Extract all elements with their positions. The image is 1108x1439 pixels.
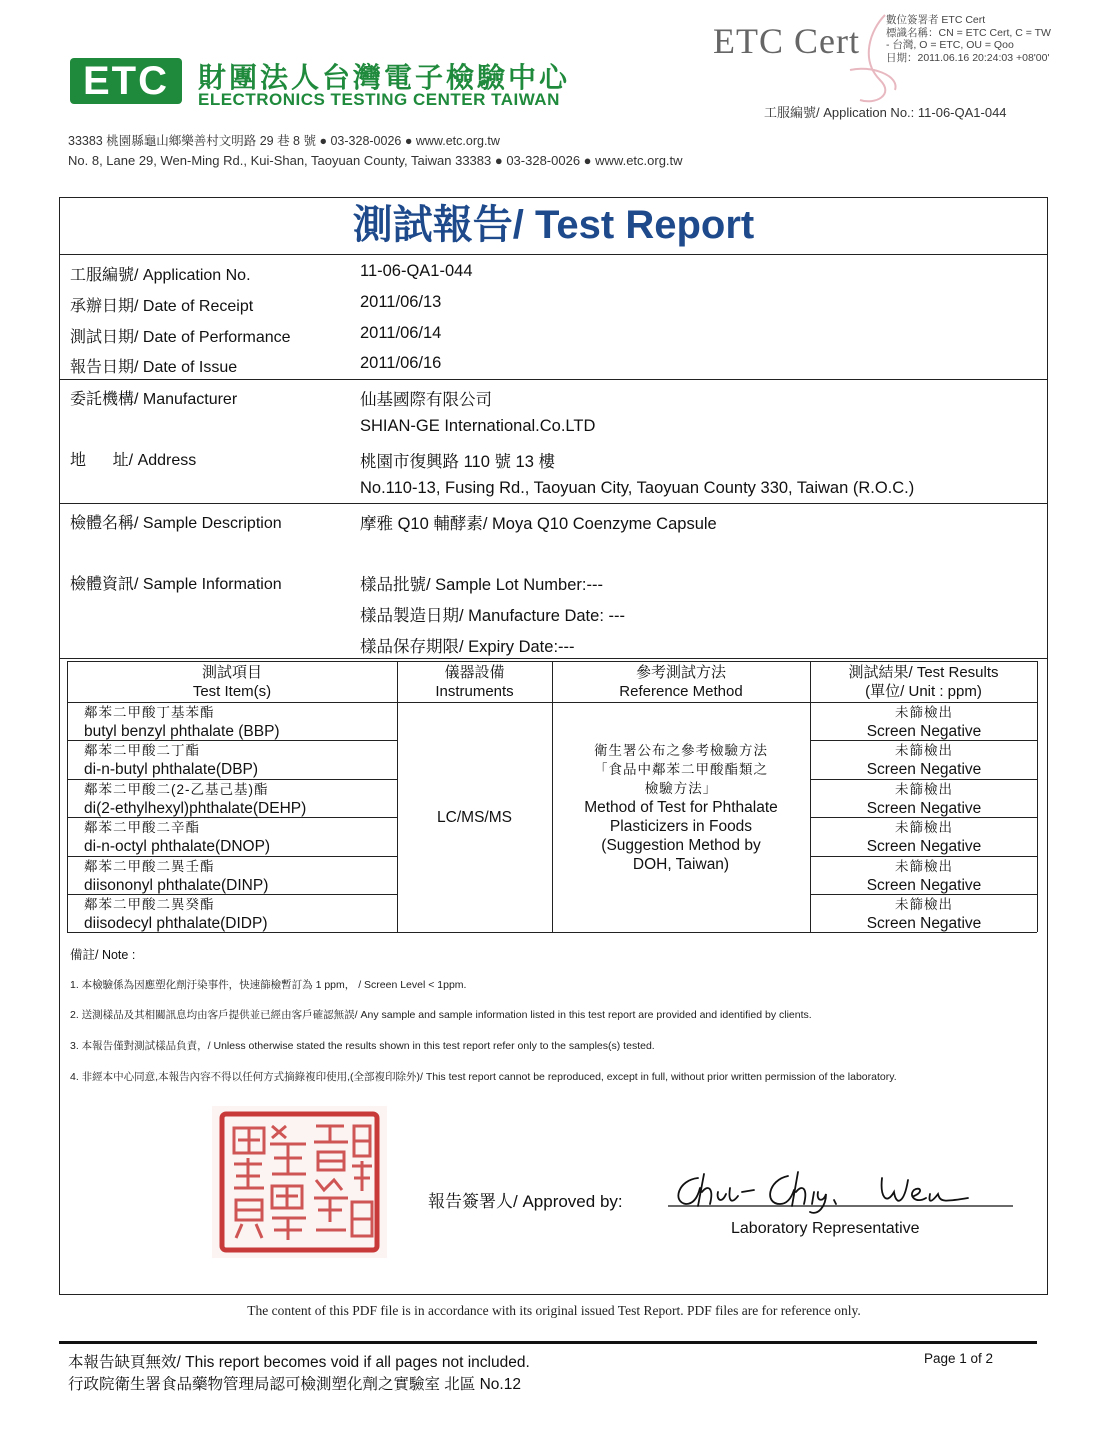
sample-description-label: 檢體名稱/ Sample Description — [70, 515, 282, 532]
pdf-disclaimer: The content of this PDF file is in accordance with its original issued Test Report. PDF files are for reference only. — [247, 1303, 861, 1318]
result-zh: 未篩檢出 — [895, 705, 953, 720]
header-instruments-en: Instruments — [435, 683, 514, 700]
result-zh: 未篩檢出 — [895, 782, 953, 797]
item-name-zh: 鄰苯二甲酸二丁酯 — [84, 743, 200, 758]
table-row — [84, 818, 270, 856]
sample-information-label: 檢體資訊/ Sample Information — [70, 576, 282, 593]
result-zh: 未篩檢出 — [895, 859, 953, 874]
footer-divider — [59, 1341, 1037, 1344]
receipt-date-value: 2011/06/13 — [360, 293, 442, 311]
item-name-zh: 鄰苯二甲酸二異癸酯 — [84, 897, 215, 912]
item-name-en: butyl benzyl phthalate (BBP) — [84, 723, 280, 740]
page-number: Page 1 of 2 — [924, 1351, 994, 1366]
issue-date-value: 2011/06/16 — [360, 354, 442, 372]
address-label: 地 址/ Address — [70, 452, 197, 469]
result-zh: 未篩檢出 — [895, 897, 953, 912]
result-en: Screen Negative — [866, 877, 982, 894]
sample-lot-number: 樣品批號/ Sample Lot Number:--- — [360, 576, 603, 594]
address-en: No. 8, Lane 29, Wen-Ming Rd., Kui-Shan, Taoyuan County, Taiwan 33383 ● 03-328-0026 ● www.etc.org.tw — [68, 153, 683, 168]
table-row — [84, 780, 306, 818]
method-line: Plasticizers in Foods — [609, 818, 753, 835]
laboratory-representative: Laboratory Representative — [731, 1220, 920, 1237]
etc-logo: ETC — [70, 58, 182, 104]
header-test-item — [67, 663, 397, 701]
org-name-zh: 財團法人台灣電子檢驗中心 — [198, 61, 571, 94]
method-line: Method of Test for Phthalate — [584, 799, 778, 816]
note-item: 4. 非經本中心同意,本報告內容不得以任何方式摘錄複印使用,(全部複印除外)/ This test report cannot be reproduced, except in full, without prior written permission of the laboratory. — [70, 1071, 897, 1083]
item-name-en: diisononyl phthalate(DINP) — [84, 877, 269, 894]
result-zh: 未篩檢出 — [895, 820, 953, 835]
header-reference-method — [552, 663, 810, 701]
manufacturer-label: 委託機構/ Manufacturer — [70, 391, 238, 408]
note-item: 3. 本報告僅對測試樣品負責，/ Unless otherwise stated the results shown in this test report refer only to the samples(s) tested. — [70, 1040, 655, 1052]
table-col-line — [397, 661, 398, 932]
method-line: DOH, Taiwan) — [632, 856, 730, 873]
cert-dn: 標識名稱：CN = ETC Cert, C = TW - 台灣, O = ETC, OU = Qoo — [886, 26, 1051, 51]
issue-date-label: 報告日期/ Date of Issue — [70, 359, 238, 376]
manufacture-date: 樣品製造日期/ Manufacture Date: --- — [360, 607, 625, 625]
header-instruments-zh: 儀器設備 — [444, 664, 505, 681]
cert-signer: 數位簽署者 ETC Cert — [886, 14, 986, 26]
cert-title: ETC Cert — [713, 21, 860, 61]
method-line: 檢驗方法」 — [644, 781, 718, 796]
header-instruments — [397, 663, 552, 701]
item-name-en: diisodecyl phthalate(DIDP) — [84, 915, 268, 932]
expiry-date: 樣品保存期限/ Expiry Date:--- — [360, 638, 575, 656]
manufacturer-address-en: No.110-13, Fusing Rd., Taoyuan City, Taoyuan County 330, Taiwan (R.O.C.) — [360, 479, 915, 497]
table-row — [84, 895, 268, 933]
result-cell — [812, 895, 1036, 933]
application-no-label: 工服編號/ Application No. — [70, 267, 251, 284]
item-name-en: di(2-ethylhexyl)phthalate(DEHP) — [84, 800, 307, 817]
item-name-zh: 鄰苯二甲酸二(2-乙基己基)酯 — [84, 782, 269, 797]
table-row — [84, 857, 268, 895]
lab-registration: 行政院衛生署食品藥物管理局認可檢測塑化劑之實驗室 北區 No.12 — [68, 1376, 521, 1393]
divider — [59, 379, 1048, 380]
manufacturer-en: SHIAN-GE International.Co.LTD — [360, 417, 596, 435]
table-top-border — [59, 658, 1048, 659]
note-item: 2. 送測樣品及其相關訊息均由客戶提供並已經由客戶確認無誤/ Any sample and sample information listed in this test report are provided and identified by clients. — [70, 1009, 812, 1021]
header-method-zh: 參考測試方法 — [635, 664, 726, 681]
table-col-line — [1037, 661, 1038, 932]
cert-date: 日期：2011.06.16 20:24:03 +08'00' — [886, 51, 1050, 64]
method-line: 衛生署公布之參考檢驗方法 — [594, 743, 768, 758]
header-test-results — [810, 663, 1037, 701]
result-en: Screen Negative — [866, 915, 982, 932]
signature-icon — [668, 1166, 1018, 1222]
application-no-value: 11-06-QA1-044 — [360, 262, 473, 280]
cert-application-no: 工服編號/ Application No.: 11-06-QA1-044 — [764, 105, 1007, 120]
performance-date-value: 2011/06/14 — [360, 324, 442, 342]
method-line: (Suggestion Method by — [601, 837, 761, 854]
official-seal-icon — [212, 1106, 387, 1258]
void-notice: 本報告缺頁無效/ This report becomes void if all pages not included. — [68, 1354, 530, 1371]
method-line: 「食品中鄰苯二甲酸酯類之 — [594, 762, 768, 777]
result-cell — [812, 818, 1036, 856]
result-cell — [812, 703, 1036, 741]
instrument-value: LC/MS/MS — [437, 809, 512, 826]
reference-method-text — [552, 741, 810, 874]
notes-title: 備註/ Note : — [70, 948, 136, 962]
sample-description-value: 摩雅 Q10 輔酵素/ Moya Q10 Coenzyme Capsule — [360, 515, 717, 533]
table-col-line — [67, 661, 68, 932]
result-cell — [812, 741, 1036, 779]
receipt-date-label: 承辦日期/ Date of Receipt — [70, 298, 254, 315]
table-row — [84, 741, 258, 779]
table-col-line — [810, 661, 811, 932]
result-en: Screen Negative — [866, 761, 982, 778]
header-results-zh: 測試結果/ Test Results — [848, 664, 999, 681]
org-name-en: ELECTRONICS TESTING CENTER TAIWAN — [198, 90, 560, 109]
item-name-zh: 鄰苯二甲酸二異壬酯 — [84, 859, 215, 874]
item-name-en: di-n-butyl phthalate(DBP) — [84, 761, 259, 778]
performance-date-label: 測試日期/ Date of Performance — [70, 329, 291, 346]
header-test-item-zh: 測試項目 — [201, 664, 262, 681]
header-test-item-en: Test Item(s) — [192, 683, 272, 700]
result-en: Screen Negative — [866, 723, 982, 740]
item-name-en: di-n-octyl phthalate(DNOP) — [84, 838, 271, 855]
address-zh: 33383 桃園縣龜山鄉樂善村文明路 29 巷 8 號 ● 03-328-0026 ● www.etc.org.tw — [68, 134, 500, 148]
result-en: Screen Negative — [866, 800, 982, 817]
report-title: 測試報告/ Test Report — [59, 197, 1048, 255]
manufacturer-address-zh: 桃園市復興路 110 號 13 樓 — [360, 453, 555, 471]
item-name-zh: 鄰苯二甲酸丁基苯酯 — [84, 705, 215, 720]
result-zh: 未篩檢出 — [895, 743, 953, 758]
approved-by-label: 報告簽署人/ Approved by: — [428, 1192, 623, 1211]
result-cell — [812, 857, 1036, 895]
divider — [59, 503, 1048, 504]
manufacturer-zh: 仙基國際有限公司 — [360, 391, 492, 409]
cert-signature-info — [886, 14, 1056, 64]
result-cell — [812, 780, 1036, 818]
item-name-zh: 鄰苯二甲酸二辛酯 — [84, 820, 200, 835]
table-row — [84, 703, 280, 741]
result-en: Screen Negative — [866, 838, 982, 855]
header-method-en: Reference Method — [619, 683, 743, 700]
header-results-en: (單位/ Unit : ppm) — [865, 683, 982, 700]
note-item: 1. 本檢驗係為因應塑化劑汙染事件，快速篩檢暫訂為 1 ppm， / Screen Level < 1ppm. — [70, 979, 467, 991]
signature-text: Chun-Ching, Wen — [668, 1166, 676, 1167]
